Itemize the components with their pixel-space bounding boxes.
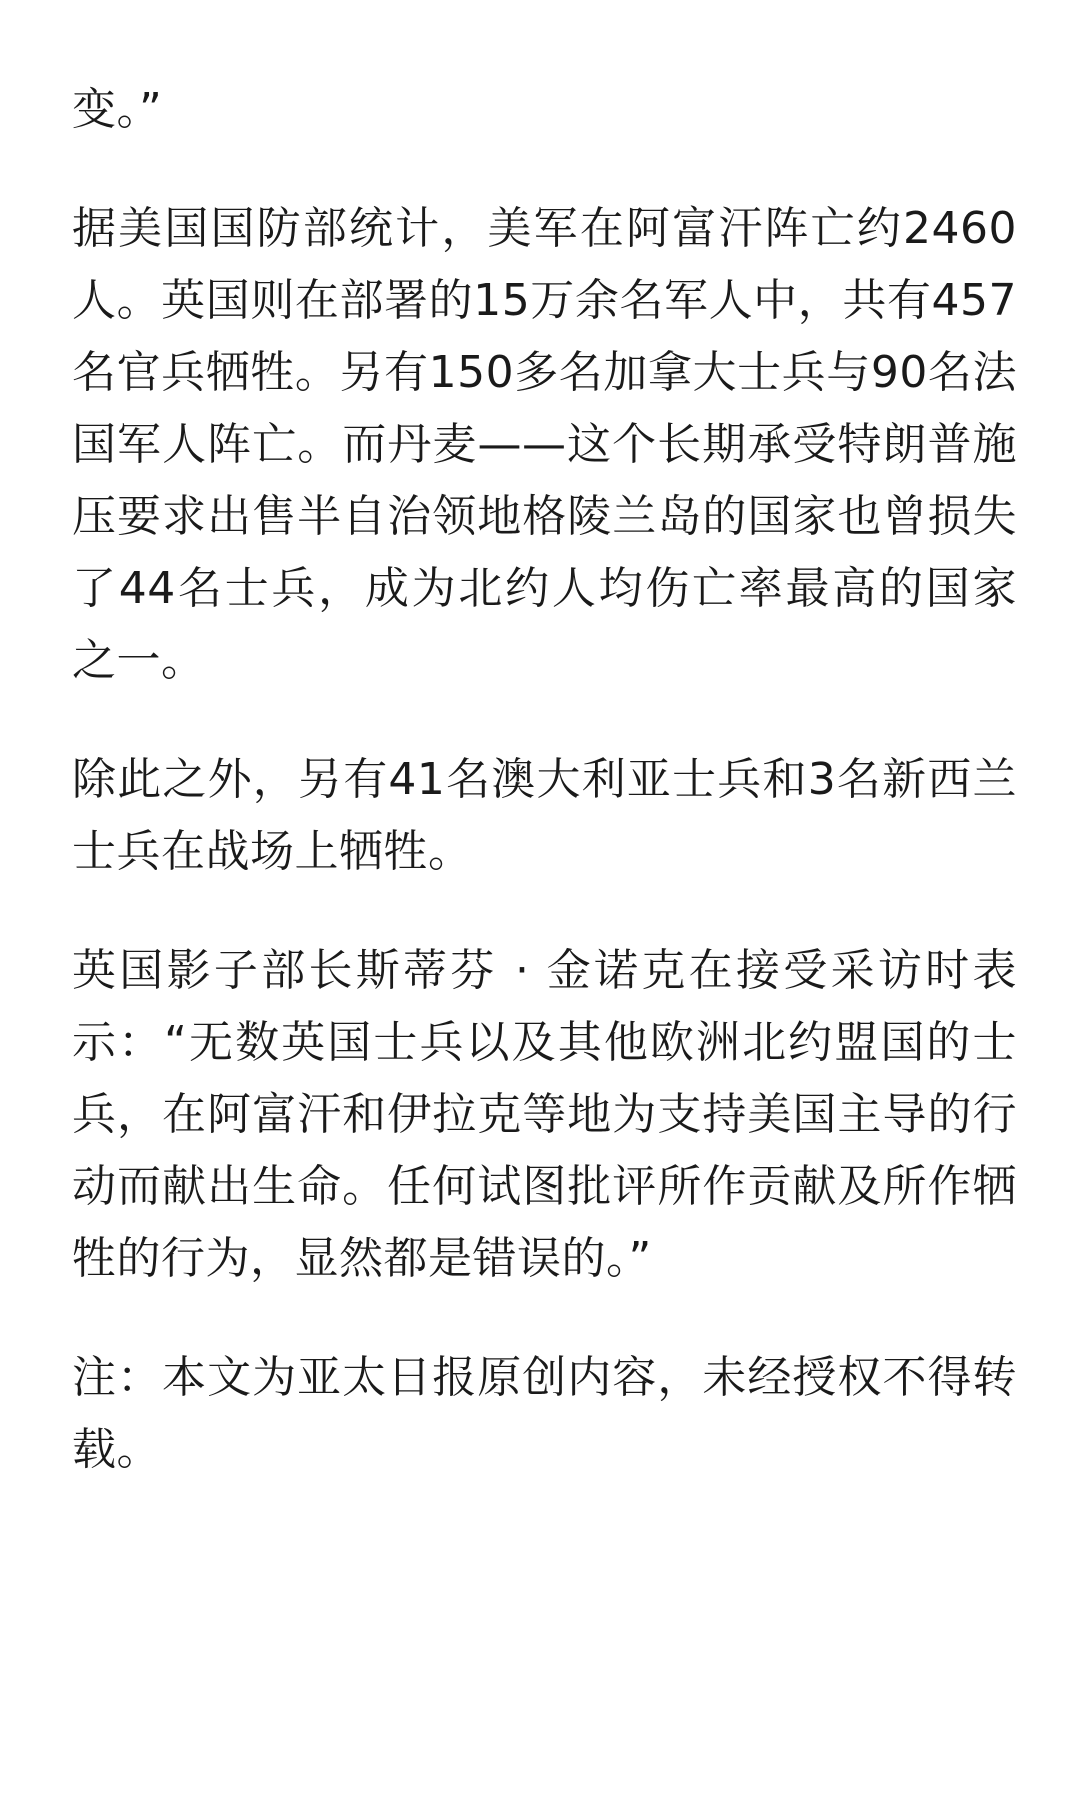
paragraph-quote-end: 变。”: [72, 84, 163, 135]
article-body: [72, 74, 1017, 1486]
paragraph-other-casualties: 除此之外，另有41名澳大利亚士兵和3名新西兰士兵在战场上牺牲。: [72, 754, 1017, 877]
paragraph-kinnock-quote: 英国影子部长斯蒂芬 · 金诺克在接受采访时表示：“无数英国士兵以及其他欧洲北约盟国的士兵，在阿富汗和伊拉克等地为支持美国主导的行动而献出生命。任何试图批评所作贡献及所作牺牲的行为，显然都是错误的。”: [72, 945, 1017, 1284]
copyright-note: 注：本文为亚太日报原创内容，未经授权不得转载。: [72, 1352, 1017, 1475]
paragraph-casualty-stats: 据美国国防部统计，美军在阿富汗阵亡约2460人。英国则在部署的15万余名军人中，共有457名官兵牺牲。另有150多名加拿大士兵与90名法国军人阵亡。而丹麦——这个长期承受特朗普施压要求出售半自治领地格陵兰岛的国家也曾损失了44名士兵，成为北约人均伤亡率最高的国家之一。: [72, 203, 1017, 686]
